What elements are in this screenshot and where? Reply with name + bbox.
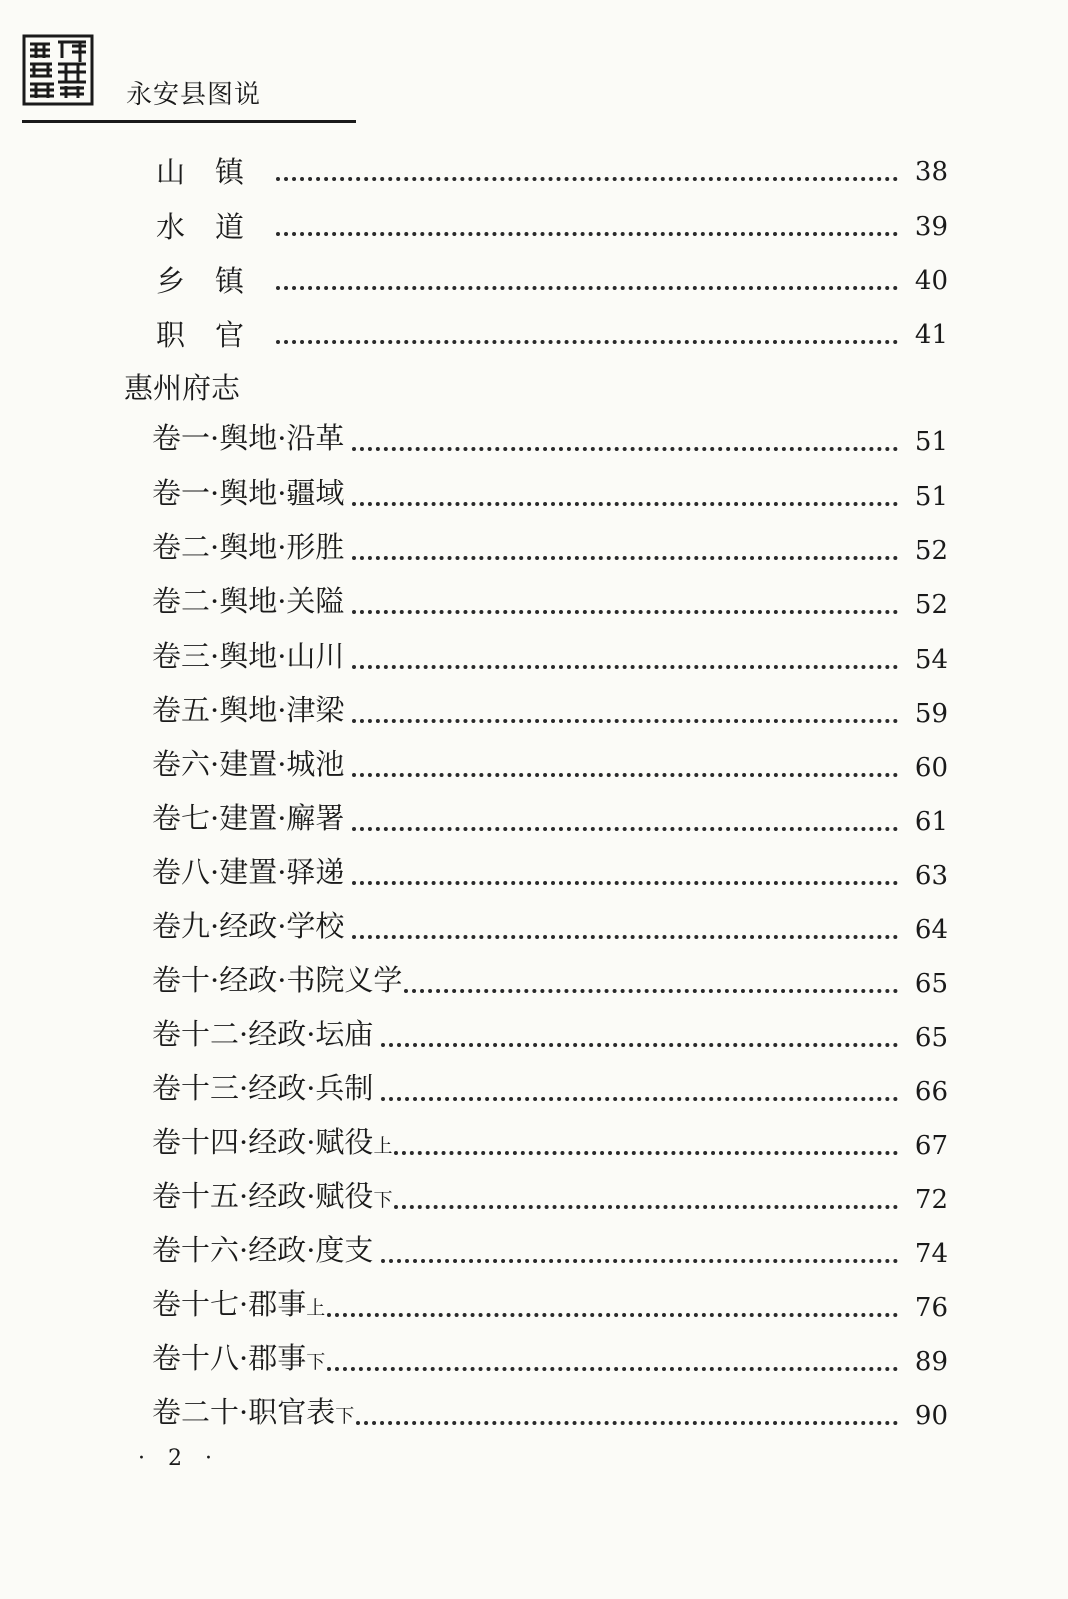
entry-label: 卷一·舆地·沿革: [152, 421, 345, 455]
dot-leader: [356, 1421, 898, 1425]
dot-leader: [352, 610, 898, 614]
dot-leader: [352, 502, 898, 506]
dot-leader: [352, 556, 898, 560]
dot-leader: [276, 232, 898, 236]
entry-label: 卷十五·经政·赋役下: [152, 1179, 393, 1213]
toc-entry: [152, 800, 948, 844]
toc-entry: [152, 1286, 948, 1330]
entry-label: 卷十三·经政·兵制: [152, 1071, 374, 1105]
dot-leader: [276, 177, 898, 181]
dot-leader: [381, 1097, 898, 1101]
book-title: 永安县图说: [126, 80, 262, 110]
dot-leader: [352, 447, 898, 451]
dot-leader: [327, 1367, 898, 1371]
toc-entry: [152, 692, 948, 736]
entry-label: 卷十二·经政·坛庙: [152, 1017, 374, 1051]
page-number: 76: [914, 1293, 948, 1323]
dot-leader: [352, 827, 898, 831]
page-number: 65: [914, 969, 948, 999]
page-number: 51: [914, 482, 948, 512]
toc-entry: [156, 259, 948, 303]
dot-leader: [352, 773, 898, 777]
page-folio: · 2 ·: [138, 1446, 220, 1471]
page-number: 52: [914, 590, 948, 620]
page-number: 90: [914, 1401, 948, 1431]
section-heading: 惠州府志: [124, 371, 241, 405]
entry-label: 卷五·舆地·津梁: [152, 693, 345, 727]
dot-leader: [352, 935, 898, 939]
page-number: 67: [914, 1131, 948, 1161]
entry-label: 职官: [156, 318, 275, 352]
toc-entry: [152, 420, 948, 464]
entry-label: 卷十七·郡事上: [152, 1287, 326, 1321]
toc-entry: [152, 746, 948, 790]
page-number: 51: [914, 427, 948, 457]
toc-entry: [152, 529, 948, 573]
dot-leader: [327, 1313, 898, 1317]
page-number: 64: [914, 915, 948, 945]
dot-leader: [352, 665, 898, 669]
toc-entry: [156, 205, 948, 249]
toc-entry: [152, 1232, 948, 1276]
toc-entry: [152, 638, 948, 682]
page-number: 89: [914, 1347, 948, 1377]
entry-label: 水道: [156, 210, 275, 244]
entry-label: 卷十四·经政·赋役上: [152, 1125, 393, 1159]
page-number: 38: [914, 157, 948, 187]
toc-entry: [152, 475, 948, 519]
page-number: 60: [914, 753, 948, 783]
dot-leader: [394, 1205, 898, 1209]
dot-leader: [381, 1259, 898, 1263]
seal-logo: [22, 34, 94, 106]
entry-label: 卷十八·郡事下: [152, 1341, 326, 1375]
entry-label: 卷一·舆地·疆域: [152, 476, 345, 510]
toc-entry: [152, 1178, 948, 1222]
toc-entry: [152, 1070, 948, 1114]
entry-label: 乡镇: [156, 264, 275, 298]
page-number: 52: [914, 536, 948, 566]
entry-label: 卷十六·经政·度支: [152, 1233, 374, 1267]
dot-leader: [352, 719, 898, 723]
toc-entry: [152, 962, 948, 1006]
page-number: 59: [914, 699, 948, 729]
page-number: 39: [914, 212, 948, 242]
entry-label: 卷二十·职官表下: [152, 1395, 355, 1429]
toc-entry: [152, 854, 948, 898]
entry-label: 卷三·舆地·山川: [152, 639, 345, 673]
entry-label: 卷六·建置·城池: [152, 747, 345, 781]
entry-label: 卷二·舆地·形胜: [152, 530, 345, 564]
page-number: 63: [914, 861, 948, 891]
entry-label: 卷十·经政·书院义学: [152, 963, 403, 997]
entry-label: 卷二·舆地·关隘: [152, 584, 345, 618]
page-number: 66: [914, 1077, 948, 1107]
dot-leader: [404, 989, 898, 993]
page-number: 54: [914, 645, 948, 675]
page-header: [22, 34, 362, 124]
entry-label: 山镇: [156, 155, 275, 189]
toc-entry: [152, 1124, 948, 1168]
entry-label: 卷九·经政·学校: [152, 909, 345, 943]
toc-entry: [156, 150, 948, 194]
entry-label: 卷八·建置·驿递: [152, 855, 345, 889]
page-number: 72: [914, 1185, 948, 1215]
toc-entry: [156, 313, 948, 357]
dot-leader: [276, 286, 898, 290]
dot-leader: [394, 1151, 898, 1155]
page-number: 65: [914, 1023, 948, 1053]
page-number: 74: [914, 1239, 948, 1269]
page-number: 41: [914, 320, 948, 350]
toc-entry: [152, 908, 948, 952]
toc-entry: [152, 583, 948, 627]
dot-leader: [352, 881, 898, 885]
dot-leader: [381, 1043, 898, 1047]
dot-leader: [276, 340, 898, 344]
page-number: 61: [914, 807, 948, 837]
toc-entry: [152, 1394, 948, 1438]
toc-entry: [152, 1016, 948, 1060]
entry-label: 卷七·建置·廨署: [152, 801, 345, 835]
toc-entry: [152, 1340, 948, 1384]
page-number: 40: [914, 266, 948, 296]
header-rule: [22, 120, 356, 123]
